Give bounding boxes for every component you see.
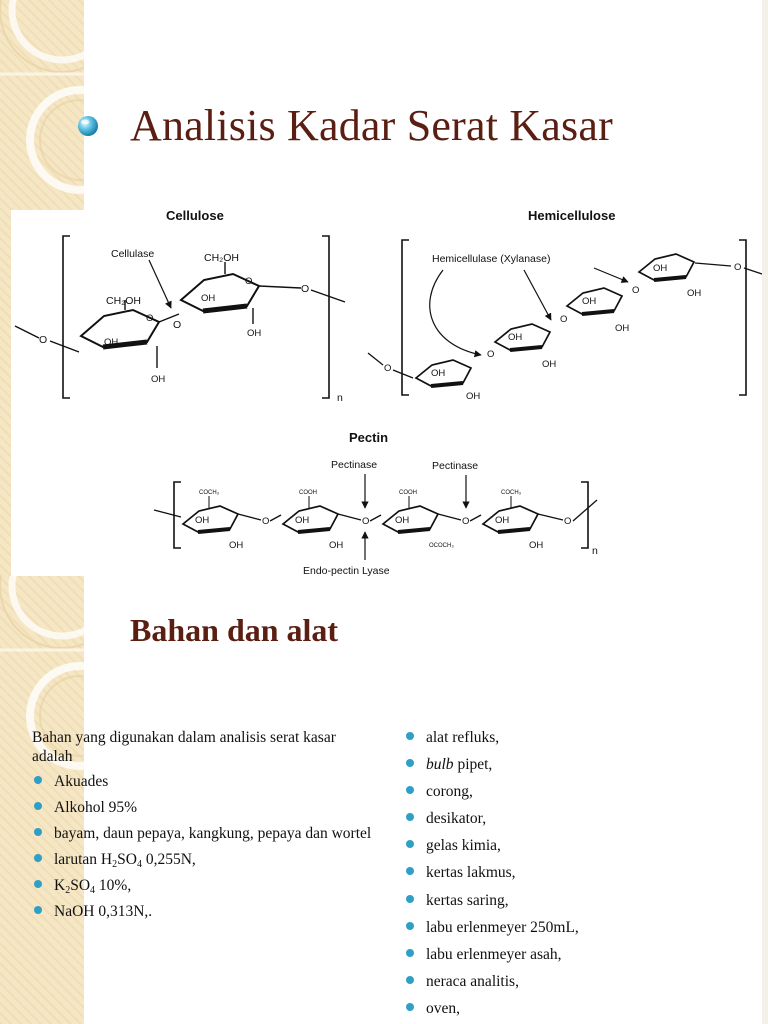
svg-text:OH: OH bbox=[687, 288, 702, 299]
list-item: gelas kimia, bbox=[404, 836, 744, 855]
list-item: bayam, daun pepaya, kangkung, pepaya dan wortel bbox=[32, 824, 377, 843]
svg-text:OH: OH bbox=[104, 337, 119, 348]
svg-text:OH: OH bbox=[195, 515, 210, 526]
galacturonan-ring-2 bbox=[283, 506, 338, 532]
svg-text:COCH₃: COCH₃ bbox=[501, 490, 522, 496]
svg-text:COCH₃: COCH₃ bbox=[199, 490, 220, 496]
svg-text:OH: OH bbox=[495, 515, 510, 526]
bullet-icon bbox=[406, 840, 414, 848]
endo-pectin-lyase-label: Endo-pectin Lyase bbox=[303, 565, 390, 576]
list-item: larutan $H_2SO_4$ 0,255N, bbox=[32, 850, 377, 869]
svg-text:O: O bbox=[734, 262, 742, 273]
alat-column bbox=[404, 728, 744, 1024]
svg-text:OH: OH bbox=[615, 323, 630, 334]
bullet-icon bbox=[406, 786, 414, 794]
bullet-icon bbox=[34, 828, 42, 836]
svg-text:OH: OH bbox=[653, 263, 668, 274]
slide-title: Analisis Kadar Serat Kasar bbox=[130, 101, 613, 150]
list-item: desikator, bbox=[404, 809, 744, 828]
cellulose-structure bbox=[15, 210, 345, 404]
pectin-structure bbox=[154, 430, 598, 576]
repeat-n-label: n bbox=[592, 545, 598, 557]
svg-text:O: O bbox=[384, 363, 392, 374]
svg-text:OH: OH bbox=[201, 293, 216, 304]
right-bracket bbox=[581, 482, 588, 548]
slide-edge bbox=[762, 0, 768, 576]
bullet-icon bbox=[406, 813, 414, 821]
svg-text:OH: OH bbox=[329, 540, 344, 551]
svg-text:O: O bbox=[487, 349, 495, 360]
list-item: labu erlenmeyer asah, bbox=[404, 945, 744, 964]
svg-text:O: O bbox=[146, 313, 154, 324]
bullet-icon bbox=[34, 776, 42, 784]
bullet-icon bbox=[406, 1003, 414, 1011]
svg-text:CH₂OH: CH₂OH bbox=[106, 295, 141, 307]
slide-bahan-alat bbox=[0, 576, 768, 1024]
alat-list bbox=[404, 728, 744, 1018]
list-item: kertas saring, bbox=[404, 891, 744, 910]
svg-text:OH: OH bbox=[542, 359, 557, 370]
bahan-column bbox=[32, 728, 377, 928]
bahan-list bbox=[32, 772, 377, 921]
svg-text:O: O bbox=[39, 334, 48, 346]
svg-text:OH: OH bbox=[508, 332, 523, 343]
galacturonan-ring-3 bbox=[383, 506, 438, 532]
bullet-icon bbox=[406, 732, 414, 740]
list-item: kertas lakmus, bbox=[404, 863, 744, 882]
svg-text:O: O bbox=[560, 314, 568, 325]
svg-text:OH: OH bbox=[247, 328, 262, 339]
svg-text:OH: OH bbox=[151, 374, 166, 385]
svg-text:OH: OH bbox=[295, 515, 310, 526]
list-item: Akuades bbox=[32, 772, 377, 791]
svg-text:OH: OH bbox=[395, 515, 410, 526]
bullet-icon bbox=[406, 867, 414, 875]
slide-title: Bahan dan alat bbox=[130, 612, 339, 648]
list-item: labu erlenmeyer 250mL, bbox=[404, 918, 744, 937]
svg-text:O: O bbox=[262, 516, 270, 527]
bullet-icon bbox=[406, 922, 414, 930]
list-item: corong, bbox=[404, 782, 744, 801]
list-item: oven, bbox=[404, 999, 744, 1018]
galacturonan-ring-1 bbox=[183, 506, 238, 532]
svg-text:O: O bbox=[564, 516, 572, 527]
list-item: $K_2SO_4$ 10%, bbox=[32, 876, 377, 895]
bullet-icon bbox=[406, 759, 414, 767]
svg-text:O: O bbox=[245, 276, 253, 287]
repeat-n-label: n bbox=[337, 392, 343, 404]
list-item: bulb pipet, bbox=[404, 755, 744, 774]
left-bracket bbox=[402, 240, 409, 395]
list-item: alat refluks, bbox=[404, 728, 744, 747]
pectinase-label-left: Pectinase bbox=[331, 459, 378, 471]
slide-edge bbox=[762, 576, 768, 1024]
bullet-icon bbox=[406, 976, 414, 984]
bullet-icon bbox=[406, 949, 414, 957]
bullet-icon bbox=[34, 854, 42, 862]
xylose-ring-2 bbox=[495, 324, 550, 350]
svg-text:O: O bbox=[362, 516, 370, 527]
bullet-icon bbox=[34, 880, 42, 888]
chemical-structure-diagram bbox=[11, 210, 768, 576]
right-bracket bbox=[322, 236, 329, 398]
list-item: neraca analitis, bbox=[404, 972, 744, 991]
pectinase-label-right: Pectinase bbox=[432, 460, 479, 472]
svg-text:OH: OH bbox=[529, 540, 544, 551]
galacturonan-ring-4 bbox=[483, 506, 538, 532]
svg-text:O: O bbox=[462, 516, 470, 527]
list-item: NaOH 0,313N,. bbox=[32, 902, 377, 921]
svg-text:COOH: COOH bbox=[399, 490, 417, 496]
pectin-title: Pectin bbox=[349, 430, 389, 445]
svg-text:OH: OH bbox=[466, 391, 481, 402]
bullet-icon bbox=[34, 802, 42, 810]
svg-text:OH: OH bbox=[582, 296, 597, 307]
svg-text:O: O bbox=[301, 283, 310, 295]
cellulase-label: Cellulase bbox=[111, 248, 155, 260]
hemicellulase-label: Hemicellulase (Xylanase) bbox=[432, 253, 551, 265]
bullet-icon bbox=[34, 906, 42, 914]
left-bracket bbox=[63, 236, 70, 398]
svg-text:OH: OH bbox=[229, 540, 244, 551]
hemicellulose-structure bbox=[368, 210, 768, 402]
svg-text:CH₂OH: CH₂OH bbox=[204, 252, 239, 264]
svg-text:O: O bbox=[173, 319, 182, 331]
svg-text:OCOCH₃: OCOCH₃ bbox=[429, 543, 454, 549]
bahan-intro: Bahan yang digunakan dalam analisis serat kasar adalah bbox=[32, 729, 336, 765]
svg-text:COOH: COOH bbox=[299, 490, 317, 496]
polysaccharide-structures-figure bbox=[11, 210, 768, 576]
svg-text:OH: OH bbox=[431, 368, 446, 379]
bullet-icon bbox=[406, 895, 414, 903]
orb-bullet-icon bbox=[77, 115, 99, 137]
hemicellulose-title: Hemicellulose bbox=[528, 210, 616, 223]
list-item: Alkohol 95% bbox=[32, 798, 377, 817]
cellulose-title: Cellulose bbox=[166, 210, 224, 223]
svg-text:O: O bbox=[632, 285, 640, 296]
